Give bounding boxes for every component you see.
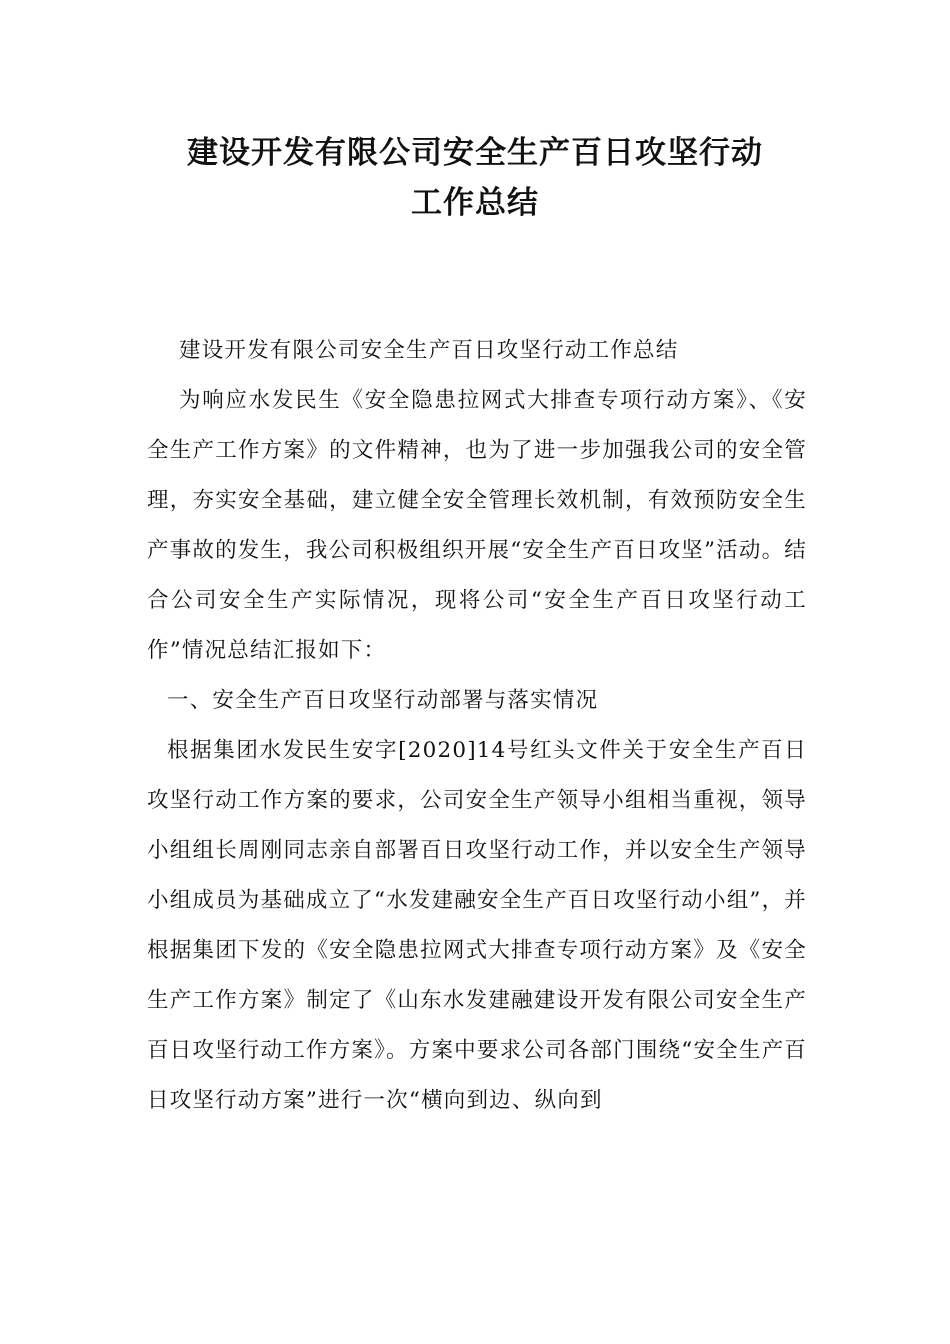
title-line-1: 建设开发有限公司安全生产百日攻坚行动 [187,135,763,171]
paragraph-intro: 为响应水发民生《安全隐患拉网式大排查专项行动方案》、《安全生产工作方案》的文件精神，也为了进一步加强我公司的安全管理，夯实安全基础，建立健全安全管理长效机制，有效预防安全生产事故的发生，我公司积极组织开展“安全生产百日攻坚”活动。结合公司安全生产实际情况，现将公司“安全生产百日攻坚行动工作”情况总结汇报如下： [147,388,807,663]
paragraph-subtitle: 建设开发有限公司安全生产百日攻坚行动工作总结 [179,338,679,363]
section-heading: 一、安全生产百日攻坚行动部署与落实情况 [167,688,599,713]
document-title [60,128,890,228]
paragraph-section-1: 根据集团水发民生安字[2020]14号红头文件关于安全生产百日攻坚行动工作方案的要求，公司安全生产领导小组相当重视，领导小组组长周刚同志亲自部署百日攻坚行动工作，并以安全生产领导小组成员为基础成立了“水发建融安全生产百日攻坚行动小组”，并根据集团下发的《安全隐患拉网式大排查专项行动方案》及《安全生产工作方案》制定了《山东水发建融建设开发有限公司安全生产百日攻坚行动工作方案》。方案中要求公司各部门围绕“安全生产百日攻坚行动方案”进行一次“横向到边、纵向到 [147,738,807,1113]
document-body [147,326,807,1126]
title-line-2: 工作总结 [411,185,539,221]
